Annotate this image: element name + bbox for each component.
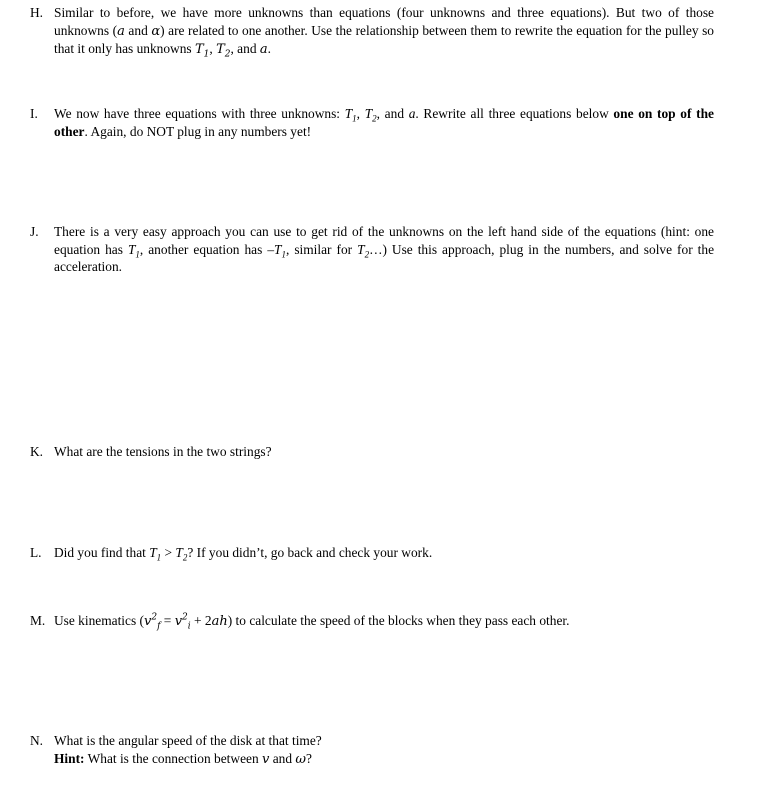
italic-symbol: $T_2$	[357, 241, 370, 260]
math-symbol: $v^2_f$	[144, 612, 161, 632]
question-text	[54, 223, 714, 276]
text-run: ) to calculate the speed of the blocks when they pass each other.	[227, 613, 570, 628]
superscript: 2	[151, 612, 158, 623]
text-run: and	[124, 22, 152, 38]
question-text	[54, 4, 714, 59]
question-text	[54, 544, 714, 562]
text-run: …) Use this approach, plug in the numbers, and solve for the acceleration.	[54, 241, 715, 274]
text-run: =	[160, 613, 175, 628]
italic-symbol: $T_1$	[344, 106, 357, 124]
text-run: , similar for	[285, 241, 358, 257]
subscript: 2	[372, 113, 377, 124]
question-label: N.	[30, 733, 44, 748]
math-symbol: $T_2$	[216, 42, 231, 60]
subscript: 2	[364, 249, 370, 260]
question-label: J.	[30, 224, 39, 239]
text-run: Similar to before, we have more unknowns than equations (four unknowns and three equations). But two of those unknowns (	[54, 5, 714, 38]
text-run: We now have three equations with three unknowns:	[54, 106, 345, 121]
question-label: K.	[30, 444, 44, 459]
math-symbol: $T_1$	[194, 42, 210, 60]
text-run: + 2	[190, 613, 212, 628]
text-run: ,	[356, 106, 365, 121]
text-run: What are the tensions in the two strings?	[54, 444, 272, 459]
question-h	[30, 4, 714, 59]
text-run: , and	[230, 41, 260, 56]
text-run: ? If you didn’t, go back and check your work.	[187, 545, 433, 560]
text-run: , and	[376, 106, 409, 121]
question-text	[54, 732, 714, 768]
subscript: 1	[135, 249, 140, 260]
text-run: Did you find that	[54, 545, 150, 560]
text-run: ) are related to one another. Use the relationship between them to rewrite the equation for the pulley so that it only has unknowns	[54, 22, 714, 56]
text-run: ?	[306, 750, 312, 766]
subscript: 1	[352, 113, 357, 124]
question-label: L.	[30, 545, 42, 560]
question-text	[54, 105, 714, 140]
question-text	[54, 443, 714, 461]
text-run: , another equation has –	[139, 241, 275, 257]
question-n	[30, 732, 714, 768]
question-label: I.	[30, 106, 38, 121]
subscript: 1	[203, 49, 210, 60]
subscript: i	[187, 621, 191, 632]
question-label: M.	[30, 613, 46, 628]
bold-text: Hint:	[54, 750, 85, 766]
subscript: 2	[182, 552, 188, 563]
italic-symbol: $T_1$	[274, 241, 286, 260]
text-run: Use kinematics (	[54, 613, 144, 628]
question-text	[54, 612, 714, 631]
question-l	[30, 544, 714, 562]
text-run: What is the connection between	[84, 750, 263, 766]
text-run: . Again, do NOT plug in any numbers yet!	[84, 123, 312, 139]
text-run: . Rewrite all three equations below	[415, 106, 614, 121]
text-run: .	[267, 41, 271, 56]
subscript: 1	[281, 249, 286, 260]
question-j	[30, 223, 714, 276]
subscript: f	[157, 621, 161, 632]
math-symbol: a	[259, 42, 268, 57]
math-symbol: v	[262, 751, 270, 767]
bold-text: one on top of the other	[54, 106, 714, 139]
italic-symbol: $T_1$	[149, 545, 162, 563]
subscript: 1	[156, 552, 162, 563]
question-i	[30, 105, 714, 140]
italic-symbol: $T_2$	[364, 106, 377, 124]
text-run: >	[161, 545, 176, 560]
math-symbol: α	[151, 23, 161, 39]
text-run: What is the angular speed of the disk at that time?	[54, 733, 322, 748]
subscript: 2	[224, 49, 231, 60]
italic-symbol: a	[408, 106, 416, 121]
math-symbol: $v^2_i$	[174, 612, 191, 632]
text-run: ,	[209, 41, 217, 56]
math-symbol: ah	[211, 614, 228, 629]
text-run: There is a very easy approach you can use to get rid of the unknowns on the left hand side of the equations (hint: one equation has	[54, 224, 714, 257]
italic-symbol: $T_2$	[175, 545, 188, 563]
italic-symbol: $T_1$	[127, 241, 140, 260]
superscript: 2	[182, 612, 188, 623]
question-k	[30, 443, 714, 461]
math-symbol: ω	[295, 751, 307, 767]
math-symbol: a	[117, 23, 125, 39]
text-run: and	[269, 750, 296, 766]
question-label: H.	[30, 5, 44, 20]
question-m	[30, 612, 714, 631]
